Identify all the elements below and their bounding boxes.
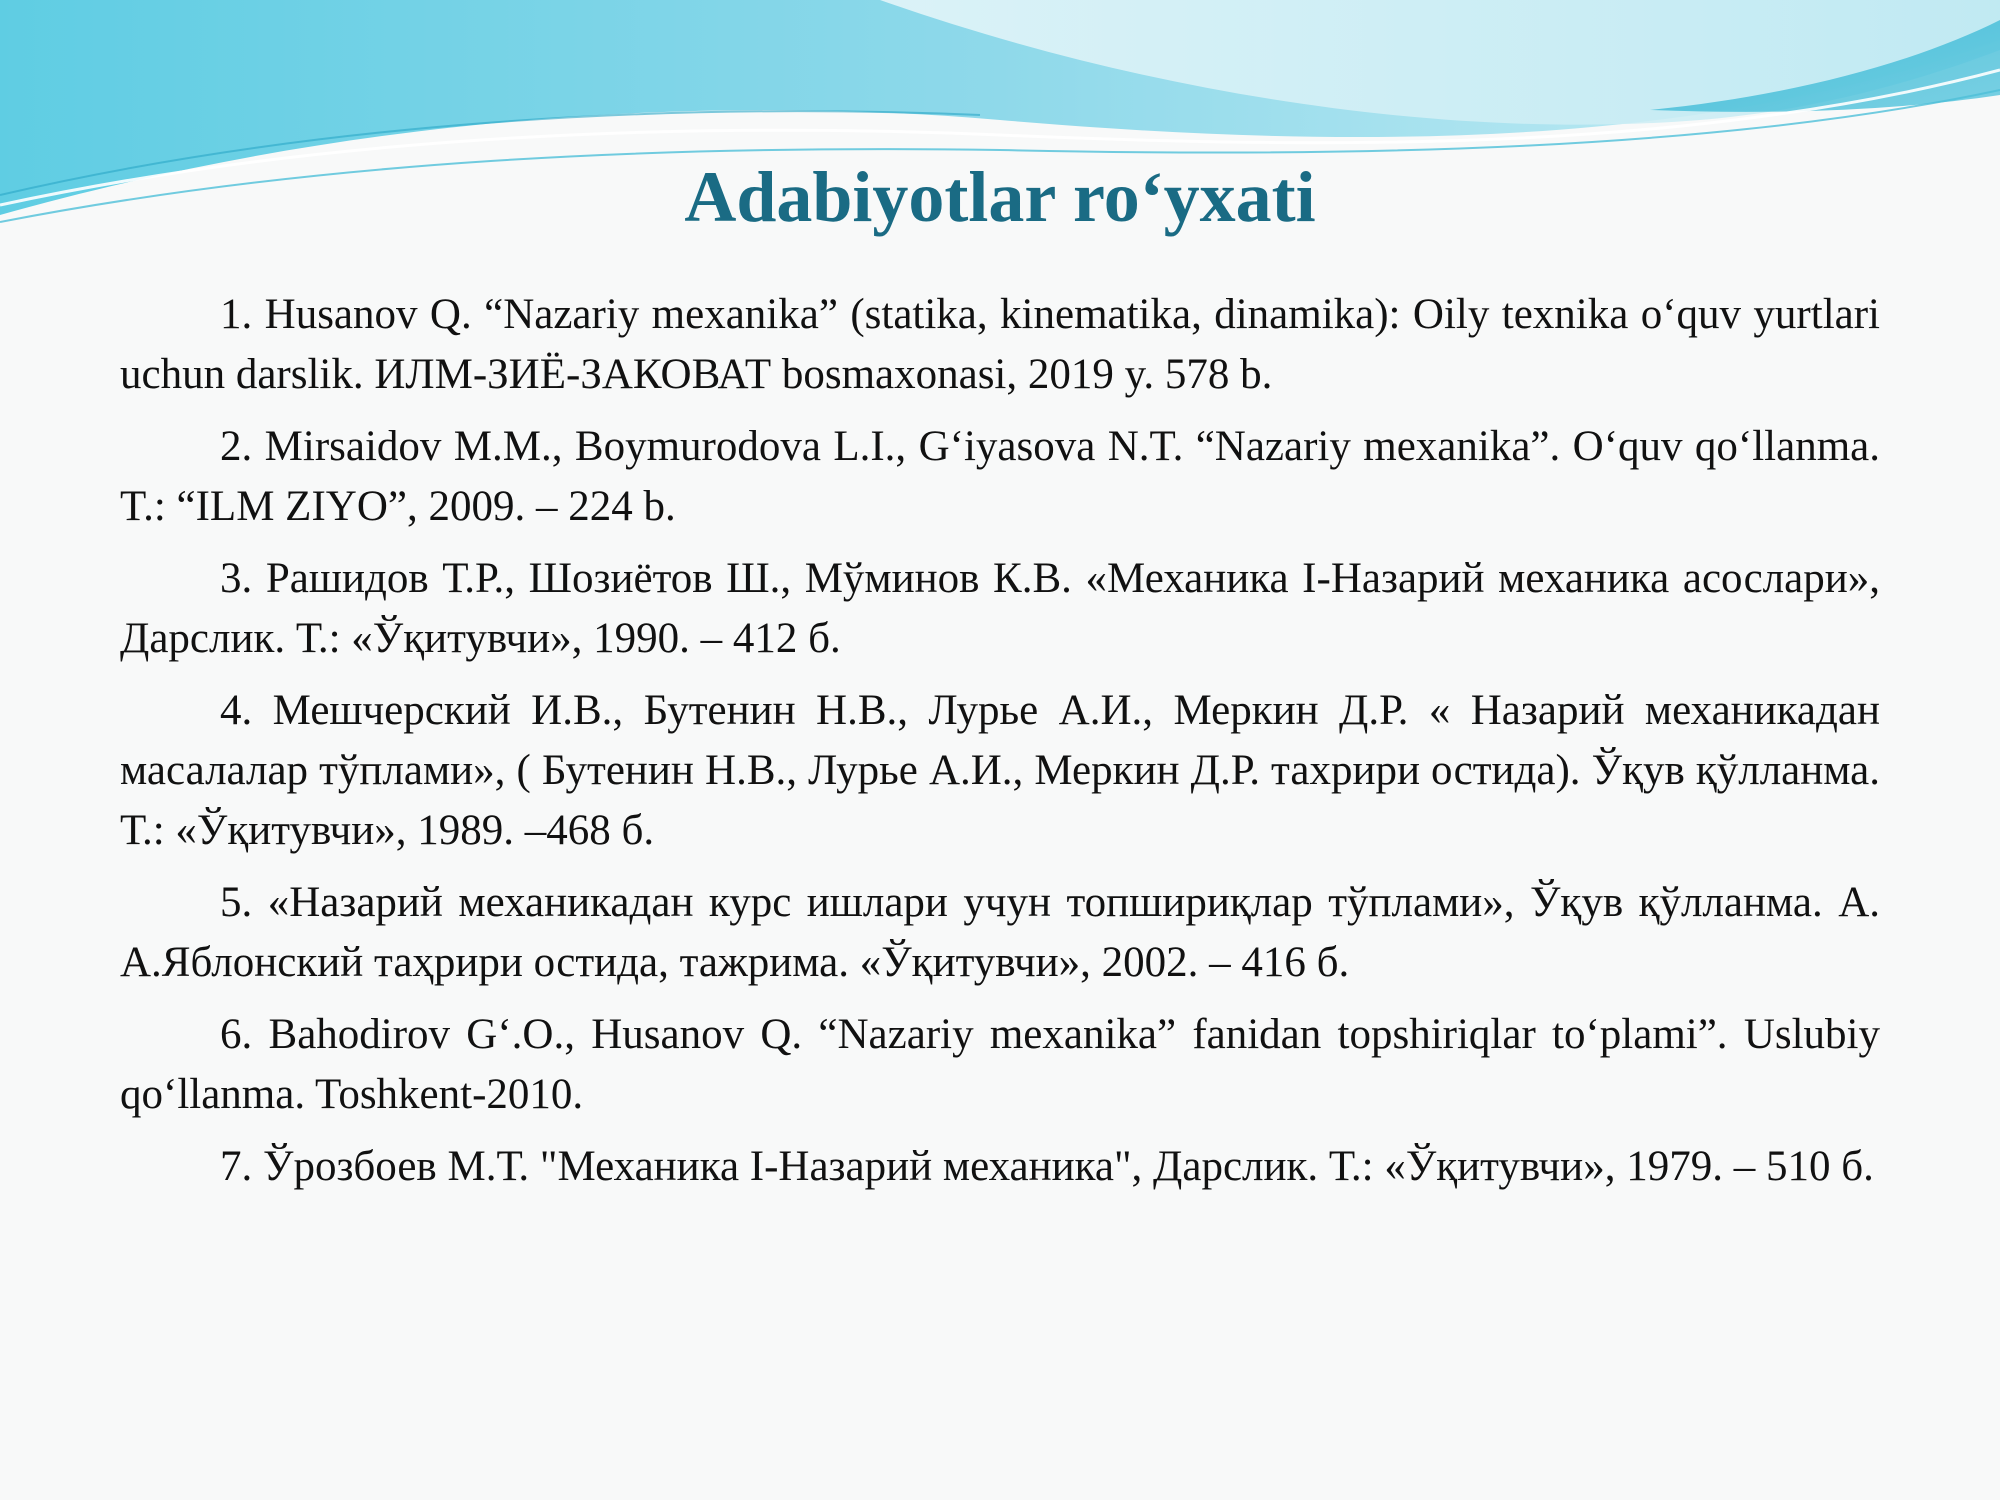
reference-list	[120, 285, 1880, 1209]
reference-item-4: 4. Мешчерский И.В., Бутенин Н.В., Лурье А.И., Меркин Д.Р. « Назарий механикадан масалалар тўплами», ( Бутенин Н.В., Лурье А.И., Меркин Д.Р. тахрири остида). Ўқув қўлланма. Т.: «Ўқитувчи», 1989. –468 б.	[120, 687, 1880, 854]
reference-item-1: 1. Husanov Q. “Nazariy mexanika” (statika, kinematika, dinamika): Oily texnika o‘quv yurtlari uchun darslik. ИЛМ-ЗИЁ-ЗАКОВАТ bosmaxonasi, 2019 y. 578 b.	[120, 291, 1880, 398]
reference-item-3: 3. Рашидов Т.Р., Шозиётов Ш., Мўминов К.В. «Механика I-Назарий механика асослари», Дарслик. Т.: «Ўқитувчи», 1990. – 412 б.	[120, 555, 1880, 662]
reference-item-2: 2. Mirsaidov M.M., Boymurodova L.I., G‘iyasova N.T. “Nazariy mexanika”. O‘quv qo‘llanma. T.: “ILM ZIYO”, 2009. – 224 b.	[120, 423, 1880, 530]
reference-item-6: 6. Bahodirov G‘.O., Husanov Q. “Nazariy mexanika” fanidan topshiriqlar to‘plami”. Uslubiy qo‘llanma. Toshkent-2010.	[120, 1011, 1880, 1118]
slide-title: Adabiyotlar ro‘yxati	[684, 157, 1316, 237]
reference-item-5: 5. «Назарий механикадан курс ишлари учун топшириқлар тўплами», Ўқув қўлланма. А. А.Яблонский таҳрири остида, тажрима. «Ўқитувчи», 2002. – 416 б.	[120, 879, 1880, 986]
reference-item-7: 7. Ўрозбоев М.Т. "Механика I-Назарий механика", Дарслик. Т.: «Ўқитувчи», 1979. – 510 б.	[220, 1143, 1874, 1190]
